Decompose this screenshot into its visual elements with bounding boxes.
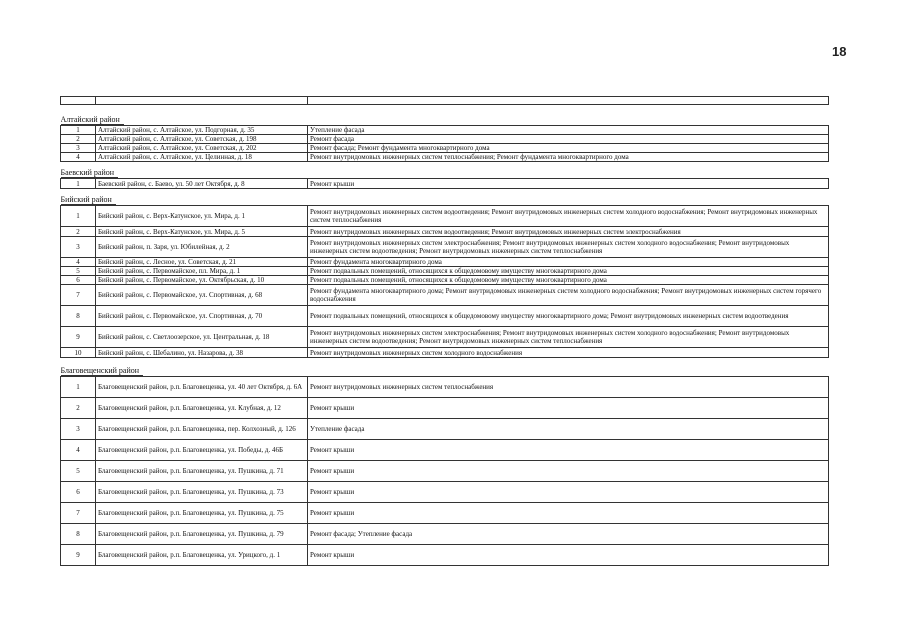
row-number-cell: 2 xyxy=(61,398,96,419)
row-number-cell: 1 xyxy=(61,377,96,398)
address-cell: Баевский район, с. Баево, ул. 50 лет Октября, д. 8 xyxy=(96,179,308,189)
row-number-cell: 6 xyxy=(61,482,96,503)
address-cell: Благовещенский район, р.п. Благовещенка, ул. Пушкина, д. 71 xyxy=(96,461,308,482)
address-cell: Бийский район, с. Шебалино, ул. Назарова, д. 38 xyxy=(96,348,308,358)
work-type-cell: Ремонт крыши xyxy=(308,482,829,503)
table-row xyxy=(61,206,829,227)
work-type-cell: Ремонт внутридомовых инженерных систем теплоснабжения; Ремонт фундамента многоквартирного дома xyxy=(308,153,829,162)
header-cell-num xyxy=(61,97,96,105)
address-cell: Бийский район, с. Первомайское, ул. Спортивная, д. 70 xyxy=(96,306,308,327)
region-heading-cell xyxy=(61,105,829,126)
table-row xyxy=(61,179,829,189)
region-title: Бийский район xyxy=(61,195,116,205)
row-number-cell: 8 xyxy=(61,524,96,545)
row-number-cell: 1 xyxy=(61,206,96,227)
region-heading-row xyxy=(61,189,829,206)
table-row xyxy=(61,276,829,285)
row-number-cell: 2 xyxy=(61,135,96,144)
table-header-row xyxy=(61,97,829,105)
work-type-cell: Утепление фасада xyxy=(308,419,829,440)
table-row xyxy=(61,306,829,327)
table-row xyxy=(61,545,829,566)
work-type-cell: Ремонт фасада; Ремонт фундамента многоквартирного дома xyxy=(308,144,829,153)
work-type-cell: Ремонт крыши xyxy=(308,503,829,524)
table-row xyxy=(61,126,829,135)
work-type-cell: Ремонт крыши xyxy=(308,398,829,419)
region-heading-cell xyxy=(61,358,829,377)
table-row xyxy=(61,285,829,306)
table-row xyxy=(61,227,829,237)
row-number-cell: 1 xyxy=(61,179,96,189)
work-type-cell: Ремонт крыши xyxy=(308,461,829,482)
row-number-cell: 7 xyxy=(61,503,96,524)
row-number-cell: 3 xyxy=(61,237,96,258)
table-row xyxy=(61,398,829,419)
work-type-cell: Ремонт подвальных помещений, относящихся к общедомовому имуществу многоквартирного дома; Ремонт внутридомовых инженерных систем водоотведения xyxy=(308,306,829,327)
address-cell: Алтайский район, с. Алтайское, ул. Подгорная, д. 35 xyxy=(96,126,308,135)
work-type-cell: Ремонт крыши xyxy=(308,545,829,566)
work-type-cell: Ремонт фасада xyxy=(308,135,829,144)
table-row xyxy=(61,524,829,545)
region-heading-row xyxy=(61,358,829,377)
address-cell: Бийский район, с. Лесное, ул. Советская, д. 21 xyxy=(96,258,308,267)
work-type-cell: Ремонт крыши xyxy=(308,179,829,189)
region-heading-row xyxy=(61,162,829,179)
table-row xyxy=(61,348,829,358)
address-cell: Благовещенский район, р.п. Благовещенка, ул. Пушкина, д. 79 xyxy=(96,524,308,545)
address-cell: Алтайский район, с. Алтайское, ул. Советская, д. 202 xyxy=(96,144,308,153)
region-heading-cell xyxy=(61,189,829,206)
address-cell: Бийский район, с. Верх-Катунское, ул. Мира, д. 5 xyxy=(96,227,308,237)
row-number-cell: 1 xyxy=(61,126,96,135)
work-type-cell: Ремонт фундамента многоквартирного дома; Ремонт внутридомовых инженерных систем холодного водоснабжения; Ремонт внутридомовых инженерных систем горячего водоснабжения xyxy=(308,285,829,306)
region-title: Баевский район xyxy=(61,168,119,178)
header-cell-work xyxy=(308,97,829,105)
row-number-cell: 4 xyxy=(61,258,96,267)
table-row xyxy=(61,258,829,267)
row-number-cell: 8 xyxy=(61,306,96,327)
row-number-cell: 9 xyxy=(61,327,96,348)
region-heading-row xyxy=(61,105,829,126)
work-type-cell: Ремонт фундамента многоквартирного дома xyxy=(308,258,829,267)
table-row xyxy=(61,144,829,153)
row-number-cell: 6 xyxy=(61,276,96,285)
page-number: 18 xyxy=(832,44,847,59)
table-row xyxy=(61,461,829,482)
row-number-cell: 4 xyxy=(61,440,96,461)
address-cell: Благовещенский район, р.п. Благовещенка, ул. Пушкина, д. 73 xyxy=(96,482,308,503)
header-cell-address xyxy=(96,97,308,105)
row-number-cell: 2 xyxy=(61,227,96,237)
row-number-cell: 5 xyxy=(61,267,96,276)
address-cell: Бийский район, с. Первомайское, ул. Октябрьская, д. 10 xyxy=(96,276,308,285)
table-row xyxy=(61,135,829,144)
work-type-cell: Ремонт внутридомовых инженерных систем теплоснабжения xyxy=(308,377,829,398)
repair-plan-table xyxy=(60,96,829,566)
address-cell: Благовещенский район, р.п. Благовещенка, ул. Пушкина, д. 75 xyxy=(96,503,308,524)
address-cell: Благовещенский район, р.п. Благовещенка, пер. Колхозный, д. 126 xyxy=(96,419,308,440)
row-number-cell: 5 xyxy=(61,461,96,482)
work-type-cell: Ремонт внутридомовых инженерных систем электроснабжения; Ремонт внутридомовых инженерных систем холодного водоснабжения; Ремонт внутридомовых инженерных систем водоотведения; Ремонт внутридомовых инженерных систем теплоснабжения xyxy=(308,237,829,258)
address-cell: Алтайский район, с. Алтайское, ул. Советская, д. 198 xyxy=(96,135,308,144)
address-cell: Благовещенский район, р.п. Благовещенка, ул. Победы, д. 46Б xyxy=(96,440,308,461)
work-type-cell: Ремонт подвальных помещений, относящихся к общедомовому имуществу многоквартирного дома xyxy=(308,276,829,285)
address-cell: Благовещенский район, р.п. Благовещенка, ул. Урицкого, д. 1 xyxy=(96,545,308,566)
work-type-cell: Ремонт внутридомовых инженерных систем водоотведения; Ремонт внутридомовых инженерных систем холодного водоснабжения; Ремонт внутридомовых инженерных систем теплоснабжения xyxy=(308,206,829,227)
work-type-cell: Утепление фасада xyxy=(308,126,829,135)
work-type-cell: Ремонт внутридомовых инженерных систем электроснабжения; Ремонт внутридомовых инженерных систем холодного водоснабжения; Ремонт внутридомовых инженерных систем водоотведения; Ремонт внутридомовых инженерных систем теплоснабжения xyxy=(308,327,829,348)
work-type-cell: Ремонт внутридомовых инженерных систем водоотведения; Ремонт внутридомовых инженерных систем электроснабжения xyxy=(308,227,829,237)
row-number-cell: 10 xyxy=(61,348,96,358)
table-row xyxy=(61,237,829,258)
address-cell: Благовещенский район, р.п. Благовещенка, ул. Клубная, д. 12 xyxy=(96,398,308,419)
table-row xyxy=(61,482,829,503)
region-title: Благовещенский район xyxy=(61,366,144,376)
table-row xyxy=(61,327,829,348)
address-cell: Алтайский район, с. Алтайское, ул. Целинная, д. 18 xyxy=(96,153,308,162)
region-heading-cell xyxy=(61,162,829,179)
table-row xyxy=(61,440,829,461)
row-number-cell: 4 xyxy=(61,153,96,162)
work-type-cell: Ремонт крыши xyxy=(308,440,829,461)
row-number-cell: 7 xyxy=(61,285,96,306)
address-cell: Бийский район, с. Первомайское, пл. Мира, д. 1 xyxy=(96,267,308,276)
table-row xyxy=(61,503,829,524)
work-type-cell: Ремонт внутридомовых инженерных систем холодного водоснабжения xyxy=(308,348,829,358)
address-cell: Благовещенский район, р.п. Благовещенка, ул. 40 лет Октября, д. 6А xyxy=(96,377,308,398)
address-cell: Бийский район, с. Светлоозерское, ул. Центральная, д. 18 xyxy=(96,327,308,348)
table-body xyxy=(61,97,829,566)
table-row xyxy=(61,153,829,162)
region-title: Алтайский район xyxy=(61,115,124,125)
row-number-cell: 3 xyxy=(61,419,96,440)
address-cell: Бийский район, с. Верх-Катунское, ул. Мира, д. 1 xyxy=(96,206,308,227)
work-type-cell: Ремонт подвальных помещений, относящихся к общедомовому имуществу многоквартирного дома xyxy=(308,267,829,276)
work-type-cell: Ремонт фасада; Утепление фасада xyxy=(308,524,829,545)
table-row xyxy=(61,419,829,440)
row-number-cell: 9 xyxy=(61,545,96,566)
address-cell: Бийский район, п. Заря, ул. Юбилейная, д. 2 xyxy=(96,237,308,258)
row-number-cell: 3 xyxy=(61,144,96,153)
table-row xyxy=(61,377,829,398)
table-row xyxy=(61,267,829,276)
address-cell: Бийский район, с. Первомайское, ул. Спортивная, д. 68 xyxy=(96,285,308,306)
